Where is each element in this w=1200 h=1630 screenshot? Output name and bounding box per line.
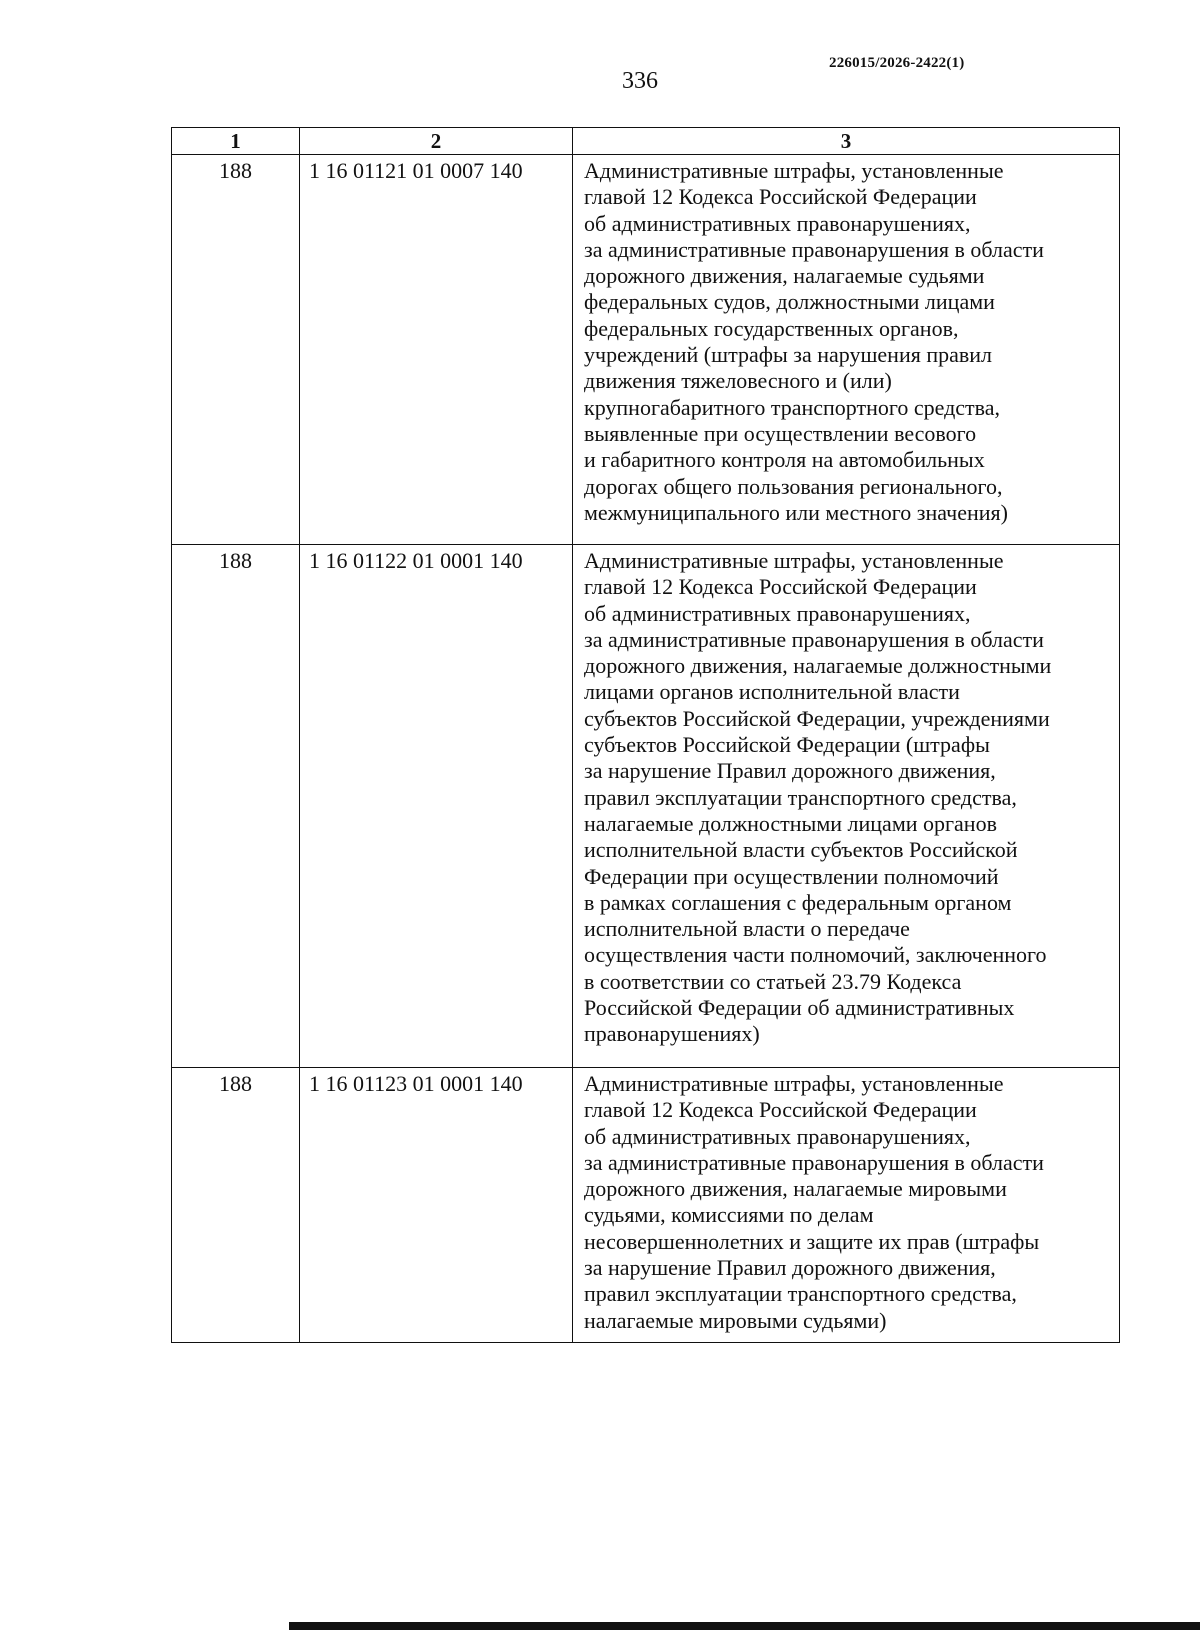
description-line: за нарушение Правил дорожного движения, [584,1255,996,1281]
document-table [171,127,1120,1343]
description-line: лицами органов исполнительной власти [584,679,960,705]
admin-code-cell: 188 [172,1068,300,1343]
description-line: субъектов Российской Федерации, учреждениями [584,705,1050,731]
description-line: об административных правонарушениях, [584,210,971,236]
admin-code-cell: 188 [172,545,300,1068]
description-line: дорогах общего пользования регионального, [584,473,1003,499]
description-line: несовершеннолетних и защите их прав (штрафы [584,1228,1040,1254]
description-line: в рамках соглашения с федеральным органом [584,889,1012,915]
table-row [172,1068,1120,1343]
description-line: исполнительной власти о передаче [584,916,910,942]
description-line: дорожного движения, налагаемые мировыми [584,1176,1007,1202]
description-cell [573,155,1120,545]
description-line: главой 12 Кодекса Российской Федерации [584,574,977,600]
description-line: федеральных судов, должностными лицами [584,289,995,315]
description-line: правил эксплуатации транспортного средства, [584,784,1017,810]
description-line: дорожного движения, налагаемые судьями [584,263,985,289]
column-header-3: 3 [573,128,1120,155]
description-line: учреждений (штрафы за нарушения правил [584,342,993,368]
table-row [172,155,1120,545]
description-line: об административных правонарушениях, [584,600,971,626]
document-id: 226015/2026-2422(1) [829,55,965,71]
column-header-1: 1 [172,128,300,155]
column-header-2: 2 [300,128,573,155]
budget-code-cell: 1 16 01121 01 0007 140 [300,155,573,545]
description-line: движения тяжеловесного и (или) [584,368,892,394]
description-line: за административные правонарушения в области [584,1149,1044,1175]
budget-code-cell: 1 16 01123 01 0001 140 [300,1068,573,1343]
description-cell [573,1068,1120,1343]
description-line: дорожного движения, налагаемые должностными [584,653,1052,679]
budget-code-cell: 1 16 01122 01 0001 140 [300,545,573,1068]
description-line: выявленные при осуществлении весового [584,420,977,446]
description-line: правил эксплуатации транспортного средства, [584,1281,1017,1307]
description-line: налагаемые мировыми судьями) [584,1307,887,1333]
description-line: и габаритного контроля на автомобильных [584,447,985,473]
description-line: Административные штрафы, установленные [584,1071,1004,1096]
description-line: межмуниципального или местного значения) [584,499,1008,525]
description-line: судьями, комиссиями по делам [584,1202,874,1228]
description-line: Административные штрафы, установленные [584,548,1004,573]
description-line: осуществления части полномочий, заключенного [584,942,1047,968]
table-row [172,545,1120,1068]
page-number: 336 [622,68,658,94]
description-line: за административные правонарушения в области [584,236,1044,262]
description-line: налагаемые должностными лицами органов [584,810,997,836]
description-line: в соответствии со статьей 23.79 Кодекса [584,968,962,994]
description-line: Административные штрафы, установленные [584,158,1004,183]
description-line: за административные правонарушения в области [584,626,1044,652]
description-line: федеральных государственных органов, [584,315,959,341]
description-line: крупногабаритного транспортного средства, [584,394,1001,420]
admin-code-cell: 188 [172,155,300,545]
description-line: Федерации при осуществлении полномочий [584,863,999,889]
description-line: правонарушениях) [584,1021,760,1047]
description-line: исполнительной власти субъектов Российской [584,837,1018,863]
description-line: Российской Федерации об административных [584,995,1015,1021]
description-cell [573,545,1120,1068]
description-line: главой 12 Кодекса Российской Федерации [584,1097,977,1123]
description-line: главой 12 Кодекса Российской Федерации [584,184,977,210]
description-line: за нарушение Правил дорожного движения, [584,758,996,784]
description-line: об административных правонарушениях, [584,1123,971,1149]
description-line: субъектов Российской Федерации (штрафы [584,732,990,758]
table-body [172,155,1120,1343]
scan-edge-bar [289,1622,1200,1630]
table-header-row [172,128,1120,155]
